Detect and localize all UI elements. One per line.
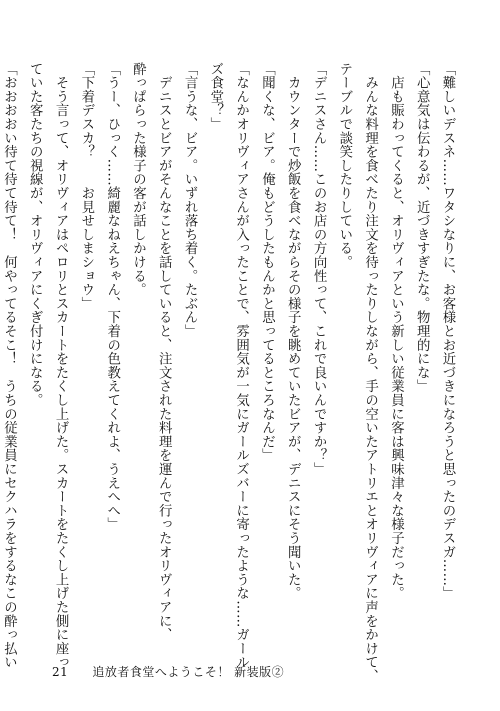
text-line: 店も賑わってくると、オリヴィアという新しい従業員に客は興味津々な様子だった。 — [388, 62, 404, 601]
text-line: 「なんかオリヴィアさんが入ったことで、雰囲気が一気にガールズバーに寄ったような……ガール — [233, 62, 249, 670]
text-line: カウンターで炒飯を食べながらその様子を眺めていたビアが、デニスにそう聞いた。 — [285, 62, 301, 601]
text-line: テーブルで談笑したりしている。 — [336, 62, 352, 269]
text-line: デニスとビアがそんなことを話していると、注文された料理を運んで行ったオリヴィアに、 — [156, 62, 172, 642]
text-line: 酔っぱらった様子の客が話しかける。 — [130, 62, 146, 297]
text-line: みんな料理を食べたり注文を待ったりしながら、手の空いたアトリエとオリヴィアに声をかけて、 — [362, 62, 378, 683]
text-line: 「おおおおい待て待て待て！ 何やってるそこ！ うちの従業員にセクハラをするなこの酔っ払い — [1, 62, 17, 670]
text-line: そう言って、オリヴィアはペロリとスカートをたくし上げた。スカートをたくし上げた側に座っ — [53, 62, 69, 670]
text-line: 「うー、ひっく……綺麗なねえちゃん、下着の色教えてくれよ、うえへへ」 — [104, 62, 120, 532]
text-line: 「下着デスカ？ お見せしまショウ」 — [78, 62, 94, 311]
text-line: 「言うな、ビア。いずれ落ち着く。たぶん」 — [182, 62, 198, 338]
text-line: 「聞くな、ビア。俺もどうしたもんかと思ってるところなんだ」 — [259, 62, 275, 463]
text-line: ていた客たちの視線が、オリヴィアにくぎ付けになる。 — [27, 62, 43, 407]
text-line: 「心意気は伝わるが、近づきすぎたな。物理的にな」 — [414, 62, 430, 394]
book-title: 追放者食堂へようこそ！ 新装版② — [92, 665, 285, 679]
page-number: 21 — [52, 665, 69, 679]
page-footer — [52, 663, 284, 680]
text-line: 「難しいデスネ……ワタシなりに、お客様とお近づきになろうと思ったのデスガ……」 — [440, 62, 455, 601]
text-line: ズ食堂？」 — [207, 62, 223, 131]
text-line: 「デニスさん……このお店の方向性って、これで良いんですか？」 — [311, 62, 327, 476]
